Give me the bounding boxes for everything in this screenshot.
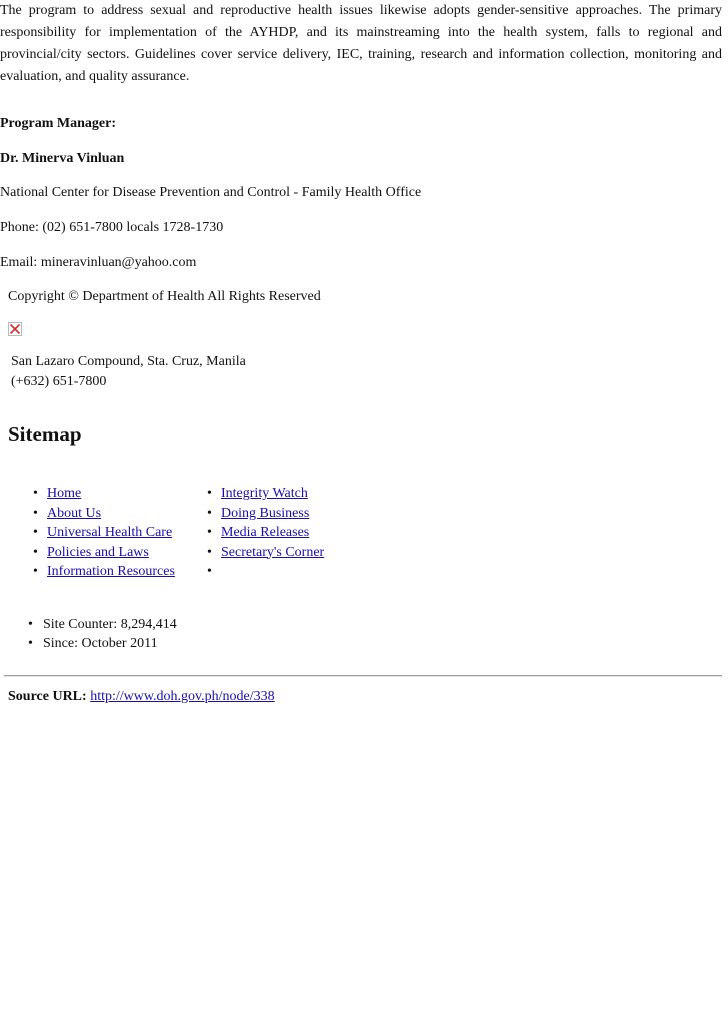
bullet-icon: • xyxy=(33,486,38,501)
footer-address: San Lazaro Compound, Sta. Cruz, Manila xyxy=(11,354,246,369)
bullet-icon: • xyxy=(28,617,33,632)
source-url-line xyxy=(8,688,275,706)
intro-paragraph: The program to address sexual and reproductive health issues likewise adopts gender-sensitive approaches. The primary responsibility for implementation of the AYHDP, and its mainstreaming into the health system, falls to regional and provincial/city sectors. Guidelines cover service delivery, IEC, training, research and information collection, monitoring and evaluation, and quality assurance. xyxy=(0,3,722,84)
bullet-icon: • xyxy=(207,505,212,521)
sitemap-link-policies-and-laws[interactable]: Policies and Laws xyxy=(47,544,149,560)
sitemap-link-doing-business[interactable]: Doing Business xyxy=(221,505,310,521)
site-since: Since: October 2011 xyxy=(43,636,158,651)
program-manager-label: Program Manager: xyxy=(0,116,116,131)
contact-phone: Phone: (02) 651-7800 locals 1728-1730 xyxy=(0,220,224,235)
bullet-icon: • xyxy=(28,636,33,651)
bullet-icon: • xyxy=(33,525,38,540)
bullet-icon: • xyxy=(33,564,38,579)
broken-image-icon xyxy=(8,322,22,336)
source-url-label: Source URL: xyxy=(8,689,87,704)
program-manager-name: Dr. Minerva Vinluan xyxy=(0,151,125,166)
bullet-icon: • xyxy=(207,486,212,501)
office-name: National Center for Disease Prevention and Control - Family Health Office xyxy=(0,185,422,200)
sitemap-link-integrity-watch[interactable]: Integrity Watch xyxy=(221,486,308,501)
source-url-link[interactable]: http://www.doh.gov.ph/node/338 xyxy=(90,689,275,704)
sitemap-column-1 xyxy=(33,484,175,582)
sitemap-title: Sitemap xyxy=(8,422,82,446)
bullet-icon: • xyxy=(33,544,38,560)
sitemap-item xyxy=(33,543,175,563)
sitemap-link-secretarys-corner[interactable]: Secretary's Corner xyxy=(221,544,325,560)
sitemap-item xyxy=(33,484,175,504)
footer-phone: (+632) 651-7800 xyxy=(11,374,107,389)
site-counter-item xyxy=(28,615,177,634)
sitemap-item xyxy=(207,484,324,504)
sitemap-item xyxy=(33,523,175,543)
contact-email: Email: mineravinluan@yahoo.com xyxy=(0,255,197,270)
sitemap-item xyxy=(33,562,175,582)
site-since-item xyxy=(28,634,177,653)
sitemap-item xyxy=(33,504,175,524)
sitemap-item xyxy=(207,543,324,563)
bullet-icon: • xyxy=(207,544,212,560)
copyright-text: Copyright © Department of Health All Rights Reserved xyxy=(8,289,321,304)
bullet-icon: • xyxy=(207,525,212,540)
sitemap-item xyxy=(207,523,324,543)
sitemap-item xyxy=(207,562,324,582)
sitemap-link-media-releases[interactable]: Media Releases xyxy=(221,525,310,540)
horizontal-divider xyxy=(4,675,722,677)
sitemap-column-2 xyxy=(207,484,324,582)
sitemap-link-about-us[interactable]: About Us xyxy=(47,505,102,521)
sitemap-link-universal-health-care[interactable]: Universal Health Care xyxy=(47,525,173,540)
bullet-icon: • xyxy=(33,505,38,521)
site-counter: Site Counter: 8,294,414 xyxy=(43,617,177,632)
sitemap-link-information-resources[interactable]: Information Resources xyxy=(47,564,175,579)
bullet-icon: • xyxy=(207,564,212,579)
sitemap-link-home[interactable]: Home xyxy=(47,486,82,501)
site-stats-list xyxy=(28,615,177,653)
sitemap-item xyxy=(207,504,324,524)
